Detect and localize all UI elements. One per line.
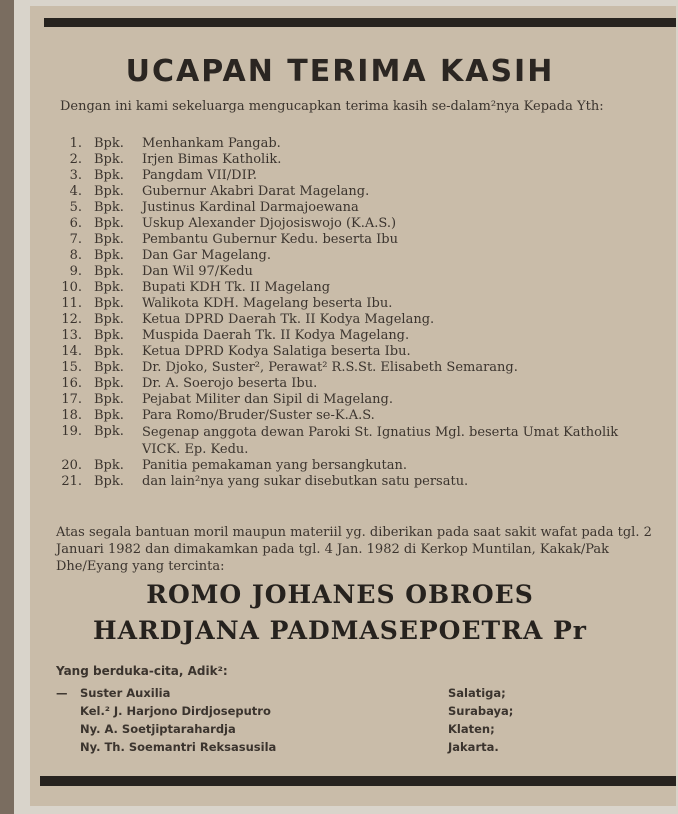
item-text: Panitia pemakaman yang bersangkutan. xyxy=(142,458,408,473)
item-text: Dr. A. Soerojo beserta Ibu. xyxy=(142,376,318,391)
intro-text: Dengan ini kami sekeluarga mengucapkan terima kasih se-dalam²nya Kepada Yth: xyxy=(60,99,604,114)
item-text: Ketua DPRD Kodya Salatiga beserta Ibu. xyxy=(142,344,411,359)
family-name: Ny. A. Soetjiptarahardja xyxy=(80,722,236,736)
list-item xyxy=(60,264,670,280)
item-text: dan lain²nya yang sukar disebutkan satu persatu. xyxy=(142,474,469,489)
list-item xyxy=(60,280,670,296)
family-city: Surabaya; xyxy=(448,704,514,718)
list-item xyxy=(60,152,670,168)
item-number: 4. xyxy=(69,184,82,199)
list-item xyxy=(60,136,670,152)
family-city: Jakarta. xyxy=(448,740,499,754)
item-prefix: Bpk. xyxy=(94,200,124,215)
item-text: Dan Gar Magelang. xyxy=(142,248,271,263)
deceased-name-line-1: ROMO JOHANES OBROES xyxy=(146,580,534,609)
item-number: 2. xyxy=(69,152,82,167)
item-prefix: Bpk. xyxy=(94,424,124,439)
list-item xyxy=(60,200,670,216)
item-text: Justinus Kardinal Darmajoewana xyxy=(142,200,359,215)
recipient-list xyxy=(60,136,670,490)
item-number: 18. xyxy=(61,408,82,423)
item-number: 10. xyxy=(61,280,82,295)
item-prefix: Bpk. xyxy=(94,408,124,423)
item-prefix: Bpk. xyxy=(94,458,124,473)
item-prefix: Bpk. xyxy=(94,232,124,247)
list-item xyxy=(60,312,670,328)
dash-mark: — xyxy=(56,686,68,700)
item-text: Dr. Djoko, Suster², Perawat² R.S.St. Elisabeth Semarang. xyxy=(142,360,518,375)
list-item xyxy=(60,232,670,248)
top-rule xyxy=(44,18,676,27)
item-number: 5. xyxy=(69,200,82,215)
item-prefix: Bpk. xyxy=(94,152,124,167)
item-text: Pangdam VII/DIP. xyxy=(142,168,257,183)
item-text: Walikota KDH. Magelang beserta Ibu. xyxy=(142,296,393,311)
family-row xyxy=(56,738,536,756)
item-text: Irjen Bimas Katholik. xyxy=(142,152,282,167)
list-item xyxy=(60,376,670,392)
family-city: Salatiga; xyxy=(448,686,506,700)
list-item xyxy=(60,328,670,344)
item-text: Para Romo/Bruder/Suster se-K.A.S. xyxy=(142,408,375,423)
item-number: 3. xyxy=(69,168,82,183)
list-item xyxy=(60,392,670,408)
item-text: Ketua DPRD Daerah Tk. II Kodya Magelang. xyxy=(142,312,435,327)
notice-title: UCAPAN TERIMA KASIH xyxy=(125,54,555,89)
family-name: Suster Auxilia xyxy=(80,686,171,700)
item-prefix: Bpk. xyxy=(94,344,124,359)
item-text: Pembantu Gubernur Kedu. beserta Ibu xyxy=(142,232,398,247)
item-prefix: Bpk. xyxy=(94,328,124,343)
item-prefix: Bpk. xyxy=(94,392,124,407)
family-row xyxy=(56,702,536,720)
item-text: Menhankam Pangab. xyxy=(142,136,281,151)
item-prefix: Bpk. xyxy=(94,376,124,391)
family-list xyxy=(56,684,536,756)
item-prefix: Bpk. xyxy=(94,216,124,231)
item-text: Muspida Daerah Tk. II Kodya Magelang. xyxy=(142,328,410,343)
list-item xyxy=(60,296,670,312)
item-number: 8. xyxy=(69,248,82,263)
list-item xyxy=(60,408,670,424)
family-city: Klaten; xyxy=(448,722,495,736)
list-item xyxy=(60,458,670,474)
item-number: 21. xyxy=(61,474,82,489)
list-item xyxy=(60,360,670,376)
item-number: 17. xyxy=(61,392,82,407)
item-number: 13. xyxy=(61,328,82,343)
mourners-label: Yang berduka-cita, Adik²: xyxy=(56,664,228,678)
family-row xyxy=(56,720,536,738)
item-prefix: Bpk. xyxy=(94,296,124,311)
deceased-name-line-2: HARDJANA PADMASEPOETRA Pr xyxy=(93,616,587,645)
item-text: Gubernur Akabri Darat Magelang. xyxy=(142,184,370,199)
item-number: 16. xyxy=(61,376,82,391)
item-prefix: Bpk. xyxy=(94,474,124,489)
item-number: 1. xyxy=(69,136,82,151)
item-number: 14. xyxy=(61,344,82,359)
list-item xyxy=(60,424,670,458)
item-prefix: Bpk. xyxy=(94,312,124,327)
item-prefix: Bpk. xyxy=(94,136,124,151)
item-prefix: Bpk. xyxy=(94,184,124,199)
list-item xyxy=(60,184,670,200)
bottom-rule xyxy=(40,776,676,786)
item-number: 7. xyxy=(69,232,82,247)
item-text: Uskup Alexander Djojosiswojo (K.A.S.) xyxy=(142,216,397,231)
item-number: 6. xyxy=(69,216,82,231)
item-prefix: Bpk. xyxy=(94,264,124,279)
item-prefix: Bpk. xyxy=(94,360,124,375)
list-item xyxy=(60,216,670,232)
list-item xyxy=(60,474,670,490)
item-number: 9. xyxy=(69,264,82,279)
list-item xyxy=(60,344,670,360)
item-number: 19. xyxy=(61,424,82,439)
family-row xyxy=(56,684,536,702)
list-item xyxy=(60,168,670,184)
item-number: 11. xyxy=(61,296,82,311)
item-number: 12. xyxy=(61,312,82,327)
family-name: Kel.² J. Harjono Dirdjoseputro xyxy=(80,704,271,718)
item-text: Bupati KDH Tk. II Magelang xyxy=(142,280,331,295)
item-text: Pejabat Militer dan Sipil di Magelang. xyxy=(142,392,393,407)
closing-text: Atas segala bantuan moril maupun materiil yg. diberikan pada saat sakit wafat pada tgl. 2 Januari 1982 dan dimakamkan pada tgl. 4 Jan. 1982 di Kerkop Muntilan, Kakak/Pak Dhe/Eyang yang tercinta: xyxy=(56,525,652,574)
item-prefix: Bpk. xyxy=(94,168,124,183)
item-prefix: Bpk. xyxy=(94,248,124,263)
item-text: Dan Wil 97/Kedu xyxy=(142,264,253,279)
item-text: Segenap anggota dewan Paroki St. Ignatius Mgl. beserta Umat Katholik VICK. Ep. Kedu. xyxy=(142,425,619,457)
item-prefix: Bpk. xyxy=(94,280,124,295)
family-name: Ny. Th. Soemantri Reksasusila xyxy=(80,740,277,754)
list-item xyxy=(60,248,670,264)
item-number: 20. xyxy=(61,458,82,473)
item-number: 15. xyxy=(61,360,82,375)
